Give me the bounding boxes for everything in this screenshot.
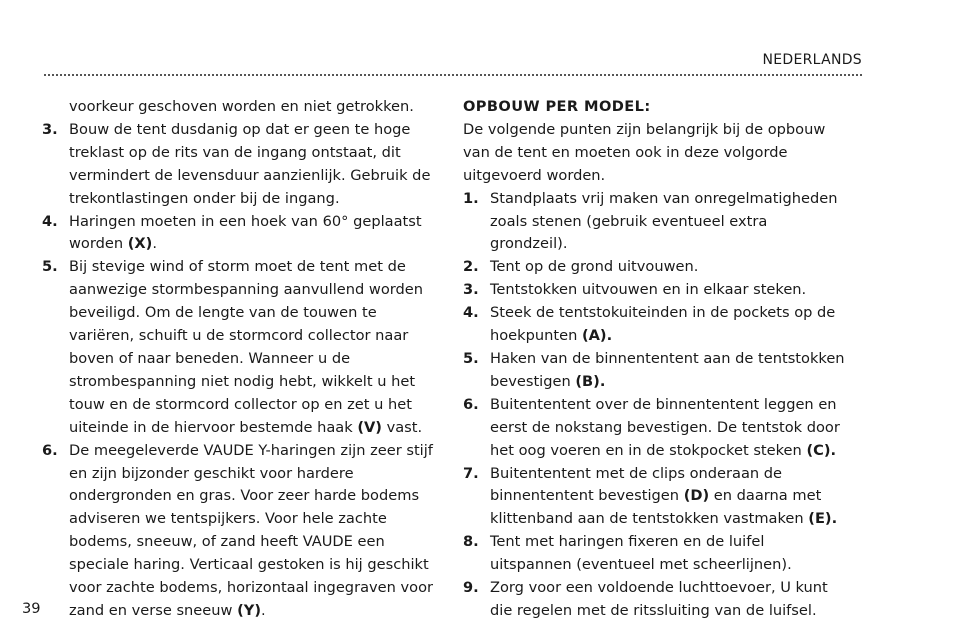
figure-ref: (C).: [806, 441, 837, 459]
page-number: 39: [22, 600, 41, 617]
item-number: 5.: [463, 349, 479, 367]
continuation-text: voorkeur geschoven worden en niet getrokken.: [69, 98, 414, 115]
list-item: [463, 188, 848, 257]
figure-ref: (V): [357, 418, 382, 436]
figure-ref: (D): [683, 487, 710, 505]
header-dotted-rule: [44, 74, 862, 76]
header-language: NEDERLANDS: [762, 52, 862, 68]
list-item: [463, 394, 848, 463]
figure-ref: (B).: [575, 372, 606, 390]
list-item: [42, 256, 438, 439]
item-number: 1.: [463, 189, 479, 207]
item-text: Tentstokken uitvouwen en in elkaar steken.: [490, 281, 807, 299]
item-text: Tent op de grond uitvouwen.: [490, 258, 699, 276]
intro-text: De volgende punten zijn belangrijk bij de opbouw van de tent en moeten ook in deze volgorde uitgevoerd worden.: [463, 120, 826, 184]
item-number: 5.: [42, 258, 58, 276]
figure-ref: (E).: [808, 510, 838, 528]
item-text: Haringen moeten in een hoek van 60° geplaatst worden (X).: [69, 212, 422, 253]
list-item: [463, 463, 848, 532]
list-item: [463, 577, 848, 623]
section-heading: OPBOUW PER MODEL:: [463, 98, 651, 115]
item-text: Bij stevige wind of storm moet de tent met de aanwezige stormbespanning aanvullend worden beveiligd. Om de lengte van de touwen te variëren, schuift u de stormcord collector naar boven of naar beneden. Wanneer u de strombespanning niet nodig hebt, wikkelt u het touw en de stormcord collector op en zet u het uiteinde in de hiervoor bestemde haak (V) vast.: [69, 258, 423, 436]
item-text: Buitententent met de clips onderaan de binnententent bevestigen (D) en daarna met klittenband aan de tentstokken vastmaken (E).: [490, 464, 838, 528]
item-number: 4.: [463, 304, 479, 322]
list-item: [463, 531, 848, 577]
left-column: [42, 96, 438, 623]
item-text: Steek de tentstokuiteinden in de pockets op de hoekpunten (A).: [490, 304, 836, 345]
item-number: 6.: [463, 395, 479, 413]
item-number: 2.: [463, 258, 479, 276]
list-item: [463, 348, 848, 394]
item-text: Bouw de tent dusdanig op dat er geen te hoge treklast op de rits van de ingang ontstaat, dit vermindert de levensduur aanzienlijk. Gebruik de trekontlastingen onder bij de ingang.: [69, 120, 431, 207]
item-text: Standplaats vrij maken van onregelmatigheden zoals stenen (gebruik eventueel extra grondzeil).: [490, 189, 838, 253]
list-item: [42, 119, 438, 211]
item-text: Tent met haringen fixeren en de luifel uitspannen (eventueel met scheerlijnen).: [490, 533, 792, 574]
item-text: De meegeleverde VAUDE Y-haringen zijn zeer stijf en zijn bijzonder geschikt voor hardere ondergronden en gras. Voor zeer harde bodems adviseren we tentspijkers. Voor hele zachte bodems, sneeuw, of zand heeft VAUDE een speciale haring. Verticaal gestoken is hij geschikt voor zachte bodems, horizontaal ingegraven voor zand en verse sneeuw (Y).: [69, 441, 434, 619]
figure-ref: (A).: [581, 327, 613, 345]
item-text: Zorg voor een voldoende luchttoevoer, U kunt die regelen met de ritssluiting van de luifsel.: [490, 579, 828, 619]
figure-ref: (Y): [237, 601, 262, 619]
list-item: [463, 279, 848, 302]
item-text: Haken van de binnententent aan de tentstokken bevestigen (B).: [490, 349, 845, 390]
right-column: [463, 96, 848, 623]
item-text: Buitententent over de binnententent leggen en eerst de nokstang bevestigen. De tentstok door het oog voeren en in de stokpocket steken (C).: [490, 395, 840, 459]
item-number: 3.: [42, 120, 58, 138]
figure-ref: (X): [127, 235, 153, 253]
list-item: [42, 211, 438, 257]
item-number: 3.: [463, 281, 479, 299]
item-number: 8.: [463, 533, 479, 551]
item-number: 9.: [463, 579, 479, 597]
item-number: 4.: [42, 212, 58, 230]
list-item: [463, 256, 848, 279]
item-number: 7.: [463, 464, 479, 482]
list-item: [42, 440, 438, 623]
item-number: 6.: [42, 441, 58, 459]
list-item: [463, 302, 848, 348]
